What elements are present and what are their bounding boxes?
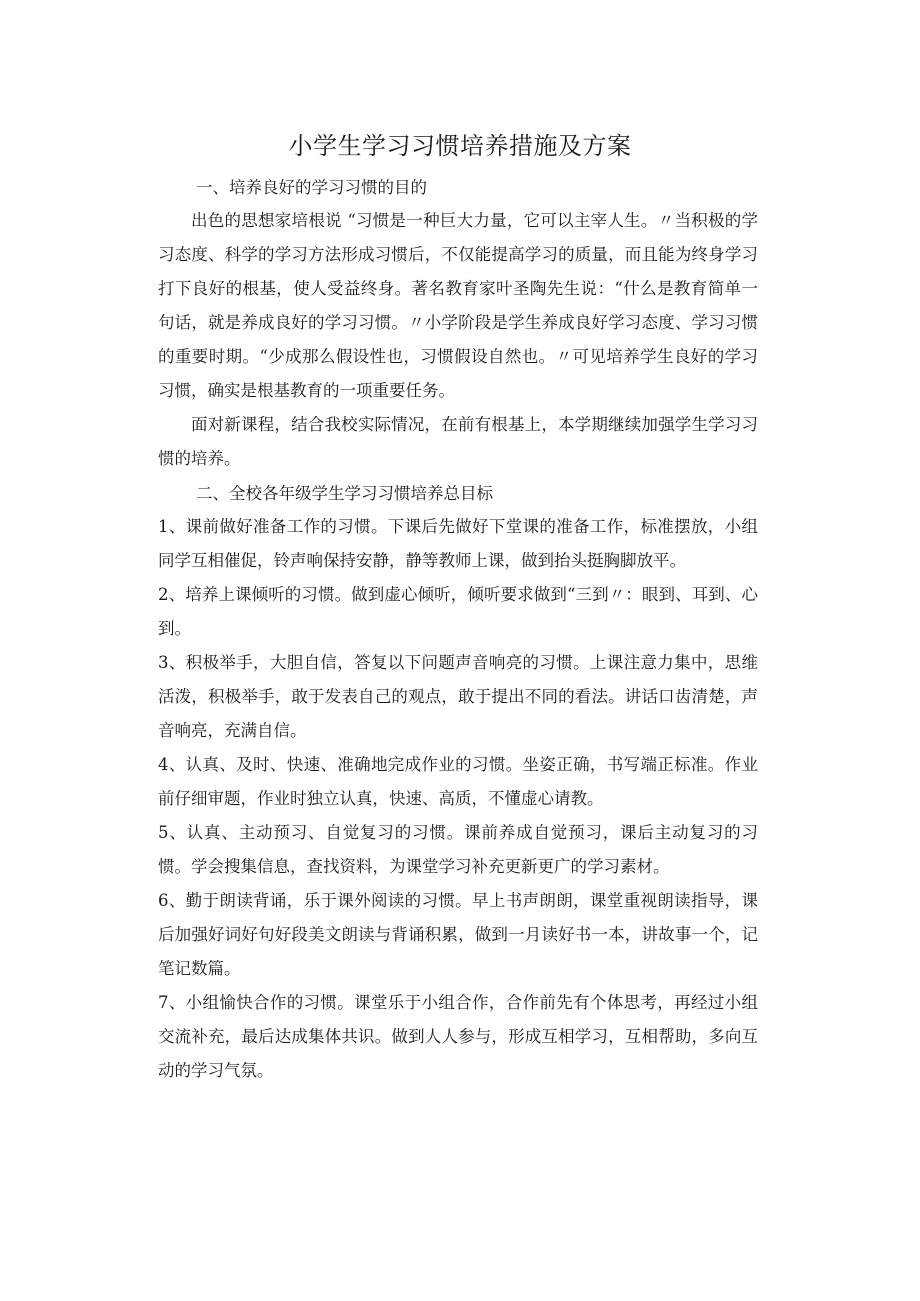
goal-item-4: 4、认真、及时、快速、准确地完成作业的习惯。坐姿正确，书写端正标准。作业前仔细审题，作业时独立认真，快速、高质，不懂虚心请教。: [158, 755, 758, 808]
section-1-paragraph-2: 面对新课程，结合我校实际情况，在前有根基上，本学期继续加强学生学习习惯的培养。: [158, 415, 758, 468]
section-1-paragraph-1: 出色的思想家培根说 “习惯是一种巨大力量，它可以主宰人生。〃当积极的学习态度、科学的学习方法形成习惯后，不仅能提高学习的质量，而且能为终身学习打下良好的根基，使人受益终身。著名教育家叶圣陶先生说：“什么是教育简单一句话，就是养成良好的学习习惯。〃小学阶段是学生养成良好学习态度、学习习惯的重要时期。“少成那么假设性也，习惯假设自然也。〃可见培养学生良好的学习习惯，确实是根基教育的一项重要任务。: [158, 211, 758, 400]
goal-item-1: 1、课前做好准备工作的习惯。下课后先做好下堂课的准备工作，标准摆放，小组同学互相催促，铃声响保持安静，静等教师上课，做到抬头挺胸脚放平。: [158, 517, 758, 570]
goal-item-6: 6、勤于朗读背诵，乐于课外阅读的习惯。早上书声朗朗，课堂重视朗读指导，课后加强好词好句好段美文朗读与背诵积累，做到一月读好书一本，讲故事一个，记笔记数篇。: [158, 891, 758, 978]
goal-item-2: 2、培养上课倾听的习惯。做到虚心倾听，倾听要求做到“三到〃：眼到、耳到、心到。: [158, 585, 758, 638]
goal-item-3: 3、积极举手，大胆自信，答复以下问题声音响亮的习惯。上课注意力集中，思维活泼，积极举手，敢于发表自己的观点，敢于提出不同的看法。讲话口齿清楚，声音响亮，充满自信。: [158, 653, 758, 740]
goal-item-5: 5、认真、主动预习、自觉复习的习惯。课前养成自觉预习，课后主动复习的习惯。学会搜集信息，查找资料，为课堂学习补充更新更广的学习素材。: [158, 823, 758, 876]
section-1-heading: 一、培养良好的学习习惯的目的: [196, 178, 427, 197]
section-2-heading: 二、全校各年级学生学习习惯培养总目标: [196, 484, 493, 503]
goal-item-7: 7、小组愉快合作的习惯。课堂乐于小组合作，合作前先有个体思考，再经过小组交流补充，最后达成集体共识。做到人人参与，形成互相学习，互相帮助，多向互动的学习气氛。: [158, 993, 758, 1080]
page-title: 小学生学习习惯培养措施及方案: [288, 132, 632, 160]
